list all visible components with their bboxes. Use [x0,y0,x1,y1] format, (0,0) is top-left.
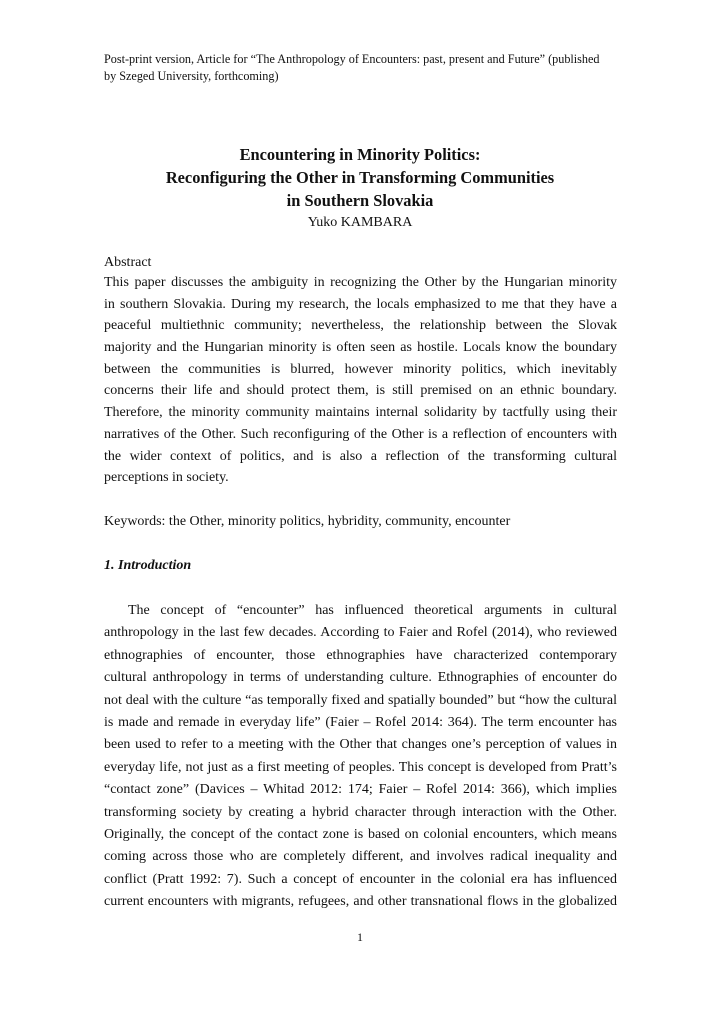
abstract-line: perceptions in society. [104,470,229,486]
body-line: been used to refer to a meeting with the Other that changes one’s perception of values in [104,737,617,753]
title-line-2: Reconfiguring the Other in Transforming Communities [165,168,555,187]
post-print-note-line-1: Post-print version, Article for “The Anthropology of Encounters: past, present and Future” (published [104,52,600,66]
abstract-line: in southern Slovakia. During my research, the locals emphasized to me that they have a [104,296,617,312]
body-line: everyday life, not just as a first meeting of peoples. This concept is developed from Pratt’s [104,759,617,775]
abstract-heading: Abstract [104,255,152,270]
abstract-line: between the communities is blurred, however minority politics, which inevitably [104,361,617,377]
title-block [60,143,660,233]
abstract-line: This paper discusses the ambiguity in recognizing the Other by the Hungarian minority [104,275,617,290]
body-line: anthropology in the last few decades. According to Faier and Rofel (2014), who reviewed [104,625,617,641]
introduction-body [104,600,617,913]
abstract-line: concerns their life and should protect them, is still premised on an ethnic boundary. [104,383,617,399]
body-line: coming across those who are completely different, and involves radical inequality and [104,849,617,865]
abstract-line: the wider context of politics, and is also a reflection of the transforming cultural [104,448,617,464]
title-line-1: Encountering in Minority Politics: [239,145,481,164]
post-print-note-line-2: by Szeged University, forthcoming) [104,69,279,83]
body-line: ethnographies of encounter, those ethnographies have characterized contemporary [104,647,617,663]
keywords: Keywords: the Other, minority politics, hybridity, community, encounter [104,514,511,529]
abstract-body [104,272,617,489]
abstract-line: majority and the Hungarian minority is often seen as hostile. Locals know the boundary [104,340,617,356]
section-heading-introduction: 1. Introduction [104,558,192,573]
body-line: cultural anthropology in terms of understanding culture. Ethnographies of encounter do [104,670,617,686]
page-number: 1 [357,930,363,944]
body-line: conflict (Pratt 1992: 7). Such a concept of encounter in the colonial era has influenced [104,871,617,887]
post-print-note [104,51,620,85]
body-line: The concept of “encounter” has influenced theoretical arguments in cultural [128,603,617,618]
abstract-line: peaceful multiethnic community; nevertheless, the relationship between the Slovak [104,318,617,334]
body-line: current encounters with migrants, refugees, and other transnational flows in the globalized [104,894,617,910]
title-line-3: in Southern Slovakia [286,191,434,210]
body-line: not deal with the culture “as temporally fixed and spatially bounded” but “how the cultural [104,692,617,708]
body-line: transforming society by creating a hybrid character through interaction with the Other. [104,804,617,820]
abstract-line: Therefore, the minority community maintains internal solidarity by tactfully using their [104,405,617,421]
body-line: is made and remade in everyday life” (Faier – Rofel 2014: 364). The term encounter has [104,714,617,730]
abstract-line: narratives of the Other. Such reconfiguring of the Other is a reflection of encounters with [104,426,617,442]
author-name: Yuko KAMBARA [307,215,413,230]
body-line: Originally, the concept of the contact zone is based on colonial encounters, which means [104,826,617,842]
body-line: “contact zone” (Davices – Whitad 2012: 174; Faier – Rofel 2014: 366), which implies [104,782,617,798]
